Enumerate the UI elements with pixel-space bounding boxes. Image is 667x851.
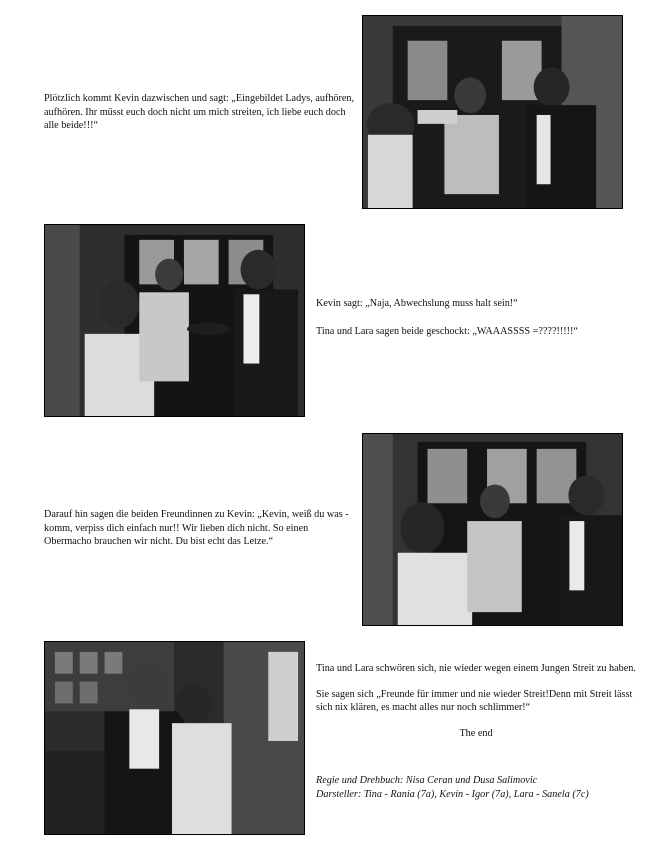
panel2-line2: Tina und Lara sagen beide geschockt: „WAAASSSS =????!!!!!“ <box>316 325 578 337</box>
photo-kevin-talking <box>44 224 305 417</box>
photo-kevin-between-girls <box>362 15 623 209</box>
panel3-paragraph: Darauf hin sagen die beiden Freundinnen zu Kevin: „Kevin, weiß du was - komm, verpiss dich einfach nur!! Wir lieben dich nicht. So einen Obermacho brauchen wir nicht. Du bist echt das Letze.“ <box>44 509 349 548</box>
credits-line-2: Darsteller: Tina - Rania (7a), Kevin - Igor (7a), Lara - Sanela (7c) <box>316 788 589 800</box>
credits-line-1: Regie und Drehbuch: Nisa Ceran und Dusa Salimovic <box>316 775 538 787</box>
panel4-line2: Sie sagen sich „Freunde für immer und nie wieder Streit!Denn mit Streit lässt sich nix klären, es macht alles nur noch schlimmer!“ <box>316 688 633 714</box>
panel1-paragraph: Plötzlich kommt Kevin dazwischen und sagt: „Eingebildet Ladys, aufhören, aufhören. Ihr müsst euch doch nicht um mich streiten, ich liebe euch doch alle beide!!!“ <box>44 93 355 132</box>
the-end: The end <box>459 727 493 739</box>
panel2-line1: Kevin sagt: „Naja, Abwechslung muss halt sein!“ <box>316 298 518 309</box>
panel2-text <box>316 297 636 348</box>
panel1-text <box>44 92 356 143</box>
panel3-text <box>44 508 356 559</box>
panel4-line1: Tina und Lara schwören sich, nie wieder wegen einem Jungen Streit zu haben. <box>316 663 636 674</box>
credits <box>316 774 636 801</box>
photo-girls-reject-kevin <box>362 433 623 626</box>
photo-friends-forever <box>44 641 305 835</box>
panel4-text <box>316 662 636 802</box>
